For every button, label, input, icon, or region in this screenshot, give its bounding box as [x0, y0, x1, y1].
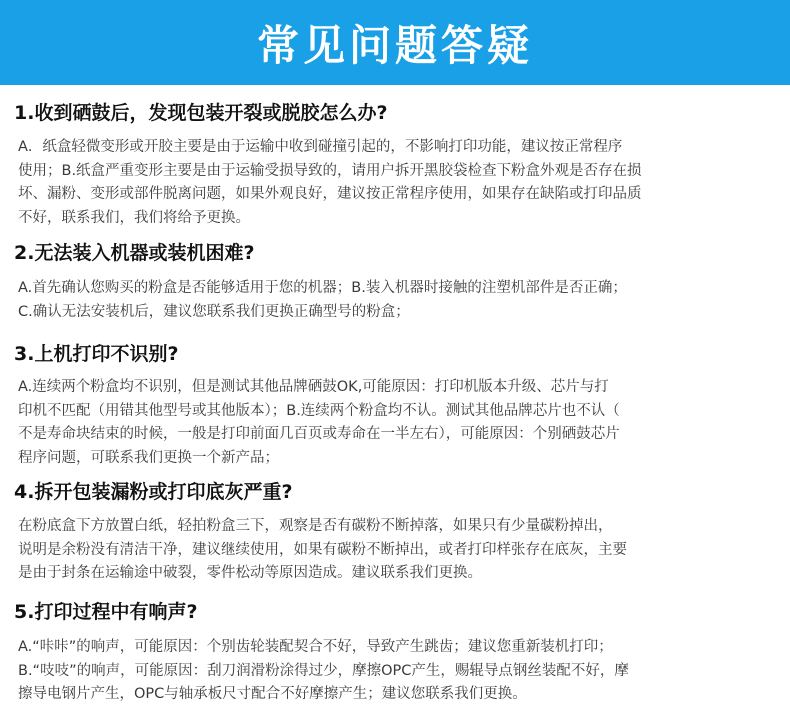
answer-line: B.“吱吱”的响声，可能原因：刮刀润滑粉涂得过少，摩擦OPC产生，赐辊导点钢丝装配不好，摩	[18, 662, 629, 679]
faq-question: 2.无法装入机器或装机困难?	[14, 242, 255, 264]
answer-line: 程序问题，可联系我们更换一个新产品；	[18, 449, 279, 466]
answer-line: 不好，联系我们，我们将给予更换。	[18, 209, 250, 226]
answer-line: A.“咔咔”的响声，可能原因：个别齿轮装配契合不好，导致产生跳齿；建议您重新装机打印；	[18, 639, 613, 655]
answer-line: 坏、漏粉、变形或部件脱离问题，如果外观良好，建议按正常程序使用，如果存在缺陷或打印品质	[18, 186, 642, 202]
answer-line: 不是寿命块结束的时候，一般是打印前面几百页或寿命在一半左右），可能原因：个别硒鼓芯片	[18, 426, 620, 442]
faq-question: 3.上机打印不识别?	[14, 343, 179, 365]
answer-line: 是由于封条在运输途中破裂，零件松动等原因造成。建议联系我们更换。	[18, 565, 482, 581]
faq-question: 5.打印过程中有响声?	[14, 601, 198, 623]
answer-line: A．纸盒轻微变形或开胶主要是由于运输中收到碰撞引起的，不影响打印功能，建议按正常程序	[18, 139, 623, 155]
answer-line: A.首先确认您购买的粉盒是否能够适用于您的机器；B.装入机器时接触的注塑机部件是否正确；	[18, 280, 627, 296]
faq-question: 1.收到硒鼓后，发现包装开裂或脱胶怎么办?	[14, 102, 388, 124]
faq-answer	[18, 136, 642, 230]
answer-line: 说明是余粉没有清洁干净，建议继续使用，如果有碳粉不断掉出，或者打印样张存在底灰，主要	[18, 541, 627, 558]
header-banner	[0, 0, 790, 85]
answer-line: A.连续两个粉盒均不识别，但是测试其他品牌硒鼓OK,可能原因：打印机版本升级、芯片与打	[18, 379, 609, 395]
faq-answer	[18, 376, 620, 470]
answer-line: 使用；B.纸盒严重变形主要是由于运输受损导致的，请用户拆开黑胶袋检查下粉盒外观是否存在损	[18, 162, 642, 179]
answer-line: 印机不匹配（用错其他型号或其他版本）；B.连续两个粉盒均不认。测试其他品牌芯片也不认（	[18, 402, 620, 419]
faq-question: 4.拆开包装漏粉或打印底灰严重?	[14, 481, 293, 503]
answer-line: C.确认无法安装机后，建议您联系我们更换正确型号的粉盒；	[18, 303, 410, 320]
faq-answer	[18, 515, 627, 586]
faq-answer	[18, 277, 627, 324]
answer-line: 在粉底盒下方放置白纸，轻拍粉盒三下，观察是否有碳粉不断掉落，如果只有少量碳粉掉出，	[18, 518, 613, 534]
page-title: 常见问题答疑	[256, 20, 533, 70]
faq-answer	[18, 636, 629, 707]
answer-line: 擦导电钢片产生，OPC与轴承板尺寸配合不好摩擦产生；建议您联系我们更换。	[18, 686, 527, 702]
